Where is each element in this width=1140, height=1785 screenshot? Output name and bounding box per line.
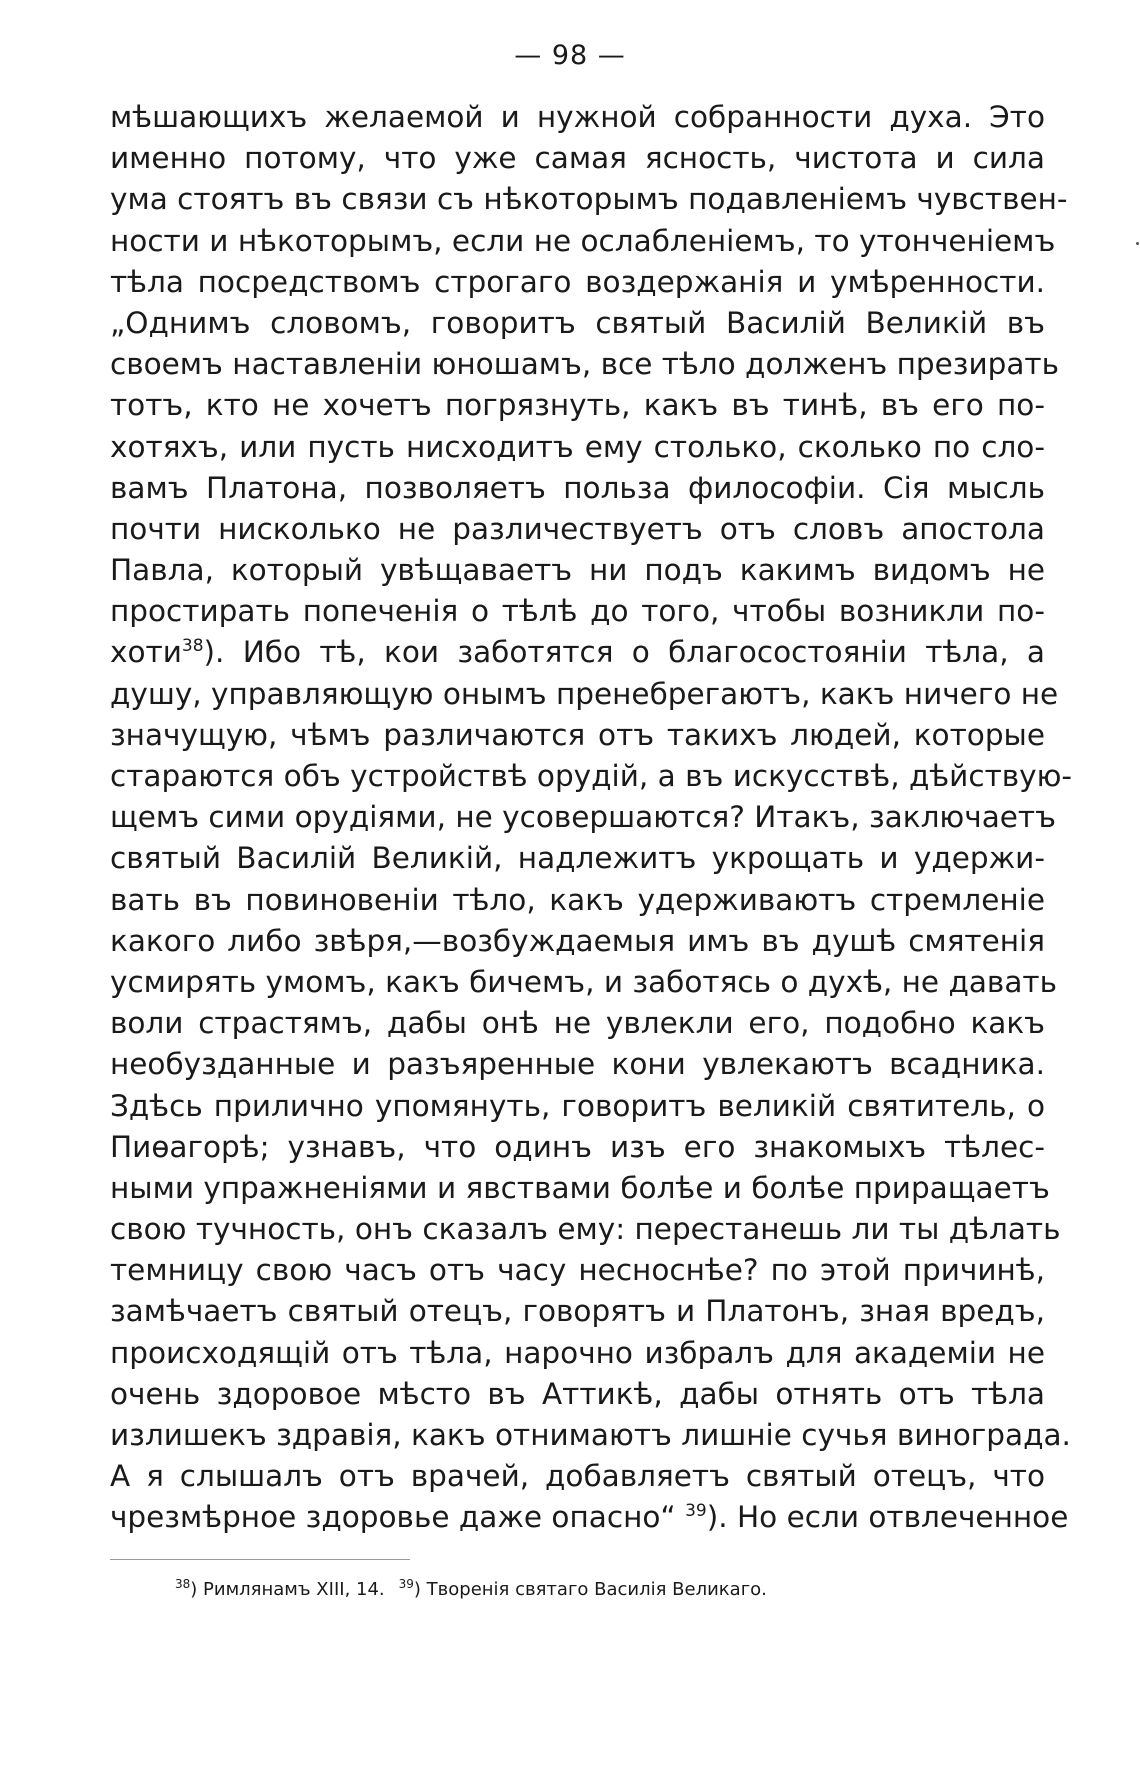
line-text: хотяхъ, или пусть нисходитъ ему столько, сколько по сло-	[110, 429, 1045, 464]
text-line	[110, 715, 1045, 756]
line-text: тотъ, кто не хочетъ погрязнуть, какъ въ тинѣ, въ его по-	[110, 388, 1045, 423]
text-line	[110, 1044, 1045, 1085]
text-line	[110, 1374, 1045, 1415]
line-text: „Однимъ словомъ, говоритъ святый Василій Великій въ	[110, 305, 1045, 340]
line-text: мѣшающихъ желаемой и нужной собранности духа. Это	[110, 100, 1045, 134]
footnote-reference: 39	[685, 1501, 707, 1522]
text-line	[110, 97, 1045, 138]
text-line	[110, 1250, 1045, 1291]
line-text: почти нисколько не различествуетъ отъ словъ апостола	[110, 511, 1045, 546]
footnote-mark: 38	[175, 1577, 191, 1591]
text-line	[110, 550, 1045, 591]
line-text: Здѣсь прилично упомянуть, говоритъ великій святитель, о	[110, 1088, 1045, 1123]
line-text: святый Василій Великій, надлежитъ укрощать и удержи-	[110, 841, 1045, 876]
text-line	[110, 427, 1045, 468]
footnote-mark: 39	[398, 1577, 414, 1591]
line-text: своемъ наставленіи юношамъ, все тѣло долженъ презирать	[110, 347, 1059, 382]
line-text: вамъ Платона, позволяетъ польза философіи. Сія мысль	[110, 470, 1045, 505]
footnote-38	[175, 1579, 385, 1600]
line-text: тѣла посредствомъ строгаго воздержанія и умѣренности.	[110, 264, 1045, 299]
text-line	[110, 1333, 1045, 1374]
text-line	[110, 797, 1056, 838]
line-text: душу, управляющую онымъ пренебрегаютъ, какъ ничего не	[110, 676, 1059, 711]
line-text: простирать попеченія о тѣлѣ до того, чтобы возникли по-	[110, 594, 1045, 629]
line-text: стараются объ устройствѣ орудій, а въ искусствѣ, дѣйствую-	[110, 759, 1073, 793]
line-text: свою тучность, онъ сказалъ ему: перестанешь ли ты дѣлать	[110, 1212, 1061, 1247]
text-line	[110, 674, 1059, 715]
text-line	[110, 1497, 1069, 1538]
line-text-continued: ). Ибо тѣ, кои заботятся о благосостояніи тѣла, а	[203, 635, 1045, 670]
line-text: происходящій отъ тѣла, нарочно избралъ для академіи не	[110, 1335, 1045, 1370]
text-line	[110, 1168, 1050, 1209]
footnotes	[175, 1578, 975, 1602]
line-text: замѣчаетъ святый отецъ, говорятъ и Платонъ, зная вредъ,	[110, 1294, 1045, 1329]
text-line	[110, 468, 1045, 509]
line-text: значущую, чѣмъ различаются отъ такихъ людей, которые	[110, 717, 1045, 752]
text-line	[110, 344, 1059, 385]
line-text: излишекъ здравія, какъ отнимаютъ лишніе сучья винограда.	[110, 1418, 1071, 1452]
text-line	[110, 385, 1045, 426]
body-text	[110, 97, 1073, 1539]
line-text: ности и нѣкоторымъ, если не ослабленіемъ, то утонченіемъ	[110, 223, 1056, 258]
line-text: Павла, который увѣщаваетъ ни подъ какимъ видомъ не	[110, 553, 1045, 588]
text-line	[110, 138, 1045, 179]
text-line	[110, 1415, 1071, 1456]
text-line	[110, 1003, 1045, 1044]
line-text: щемъ сими орудіями, не усовершаются? Итакъ, заключаетъ	[110, 800, 1056, 835]
text-line	[110, 1086, 1045, 1127]
page-number: — 98 —	[514, 40, 626, 71]
text-line	[110, 1209, 1061, 1250]
footnote-rule	[110, 1559, 410, 1560]
text-line	[110, 1127, 1045, 1168]
line-text: необузданные и разъяренные кони увлекаютъ всадника.	[110, 1047, 1045, 1082]
footnote-39	[399, 1579, 767, 1600]
line-text: какого либо звѣря,—возбуждаемыя имъ въ душѣ смятенія	[110, 923, 1045, 958]
text-line	[110, 838, 1045, 879]
text-line	[110, 509, 1045, 550]
line-text: именно потому, что уже самая ясность, чистота и сила	[110, 141, 1045, 176]
line-text: воли страстямъ, дабы онѣ не увлекли его, подобно какъ	[110, 1006, 1045, 1041]
line-text: темницу свою часъ отъ часу несноснѣе? по этой причинѣ,	[110, 1253, 1045, 1288]
line-text: А я слышалъ отъ врачей, добавляетъ святый отецъ, что	[110, 1459, 1045, 1494]
line-text: Пиѳагорѣ; узнавъ, что одинъ изъ его знакомыхъ тѣлес-	[110, 1129, 1045, 1164]
text-line	[110, 262, 1045, 303]
text-line	[110, 756, 1073, 797]
text-line	[110, 1291, 1045, 1332]
text-line	[110, 1456, 1045, 1497]
text-line	[110, 303, 1045, 344]
text-line	[110, 880, 1045, 921]
line-text-continued: ). Но если отвлеченное	[706, 1500, 1069, 1535]
line-text: хоти	[110, 635, 182, 670]
line-text: чрезмѣрное здоровье даже опасно“	[110, 1500, 686, 1535]
text-line	[110, 962, 1057, 1003]
text-line	[110, 921, 1045, 962]
line-text: ными упражненіями и явствами болѣе и болѣе приращаетъ	[110, 1170, 1050, 1205]
footnote-reference: 38	[181, 636, 204, 657]
text-line	[110, 632, 1045, 673]
line-text: ума стоятъ въ связи съ нѣкоторымъ подавленіемъ чувствен-	[110, 182, 1068, 217]
footnote-text: ) Римлянамъ XIII, 14.	[190, 1579, 385, 1600]
scan-speck	[1136, 242, 1139, 245]
footnote-text: ) Творенія святаго Василія Великаго.	[413, 1579, 767, 1600]
line-text: очень здоровое мѣсто въ Аттикѣ, дабы отнять отъ тѣла	[110, 1376, 1045, 1411]
text-line	[110, 221, 1056, 262]
line-text: усмирять умомъ, какъ бичемъ, и заботясь о духѣ, не давать	[110, 964, 1057, 999]
line-text: вать въ повиновеніи тѣло, какъ удерживаютъ стремленіе	[110, 882, 1045, 917]
text-line	[110, 179, 1068, 220]
text-line	[110, 591, 1045, 632]
